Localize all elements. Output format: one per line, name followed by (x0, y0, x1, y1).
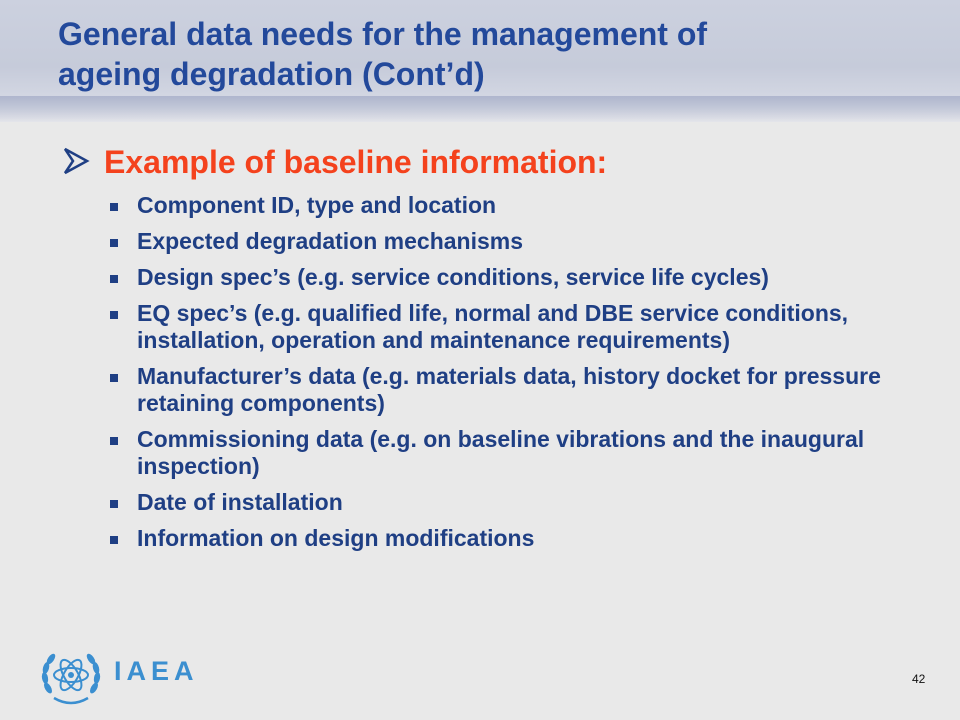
bullet-text: Component ID, type and location (137, 192, 497, 218)
bullet-item (106, 300, 906, 354)
square-bullet-icon (110, 500, 118, 508)
slide-title-line-1: General data needs for the management of (58, 16, 708, 52)
section-subheading: Example of baseline information: (104, 144, 608, 180)
square-bullet-icon (110, 311, 118, 319)
bullet-text: Design spec’s (e.g. service conditions, service life cycles) (137, 264, 769, 290)
bullet-text: Date of installation (137, 489, 343, 515)
arrow-bullet-icon (62, 146, 90, 176)
bullet-item (106, 363, 906, 417)
bullet-text: Manufacturer’s data (e.g. materials data, history docket for pressure retaining components) (137, 363, 881, 416)
bullet-text: Commissioning data (e.g. on baseline vibrations and the inaugural inspection) (137, 426, 865, 479)
iaea-logo-icon (38, 642, 104, 708)
bullet-text: Information on design modifications (137, 525, 535, 551)
square-bullet-icon (110, 374, 118, 382)
page-number: 42 (912, 672, 926, 686)
bullet-item (106, 489, 906, 516)
square-bullet-icon (110, 536, 118, 544)
iaea-logo-text: IAEA (114, 656, 199, 686)
bullet-list (106, 192, 906, 561)
square-bullet-icon (110, 239, 118, 247)
header-shadow (0, 96, 960, 122)
bullet-item (106, 264, 906, 291)
bullet-text: EQ spec’s (e.g. qualified life, normal and DBE service conditions, installation, operation and maintenance requirements) (137, 300, 849, 353)
slide-title-line-2: ageing degradation (Cont’d) (58, 56, 485, 92)
square-bullet-icon (110, 275, 118, 283)
bullet-item (106, 426, 906, 480)
bullet-item (106, 525, 906, 552)
bullet-item (106, 228, 906, 255)
bullet-item (106, 192, 906, 219)
square-bullet-icon (110, 437, 118, 445)
slide-title (58, 14, 918, 94)
square-bullet-icon (110, 203, 118, 211)
bullet-text: Expected degradation mechanisms (137, 228, 524, 254)
